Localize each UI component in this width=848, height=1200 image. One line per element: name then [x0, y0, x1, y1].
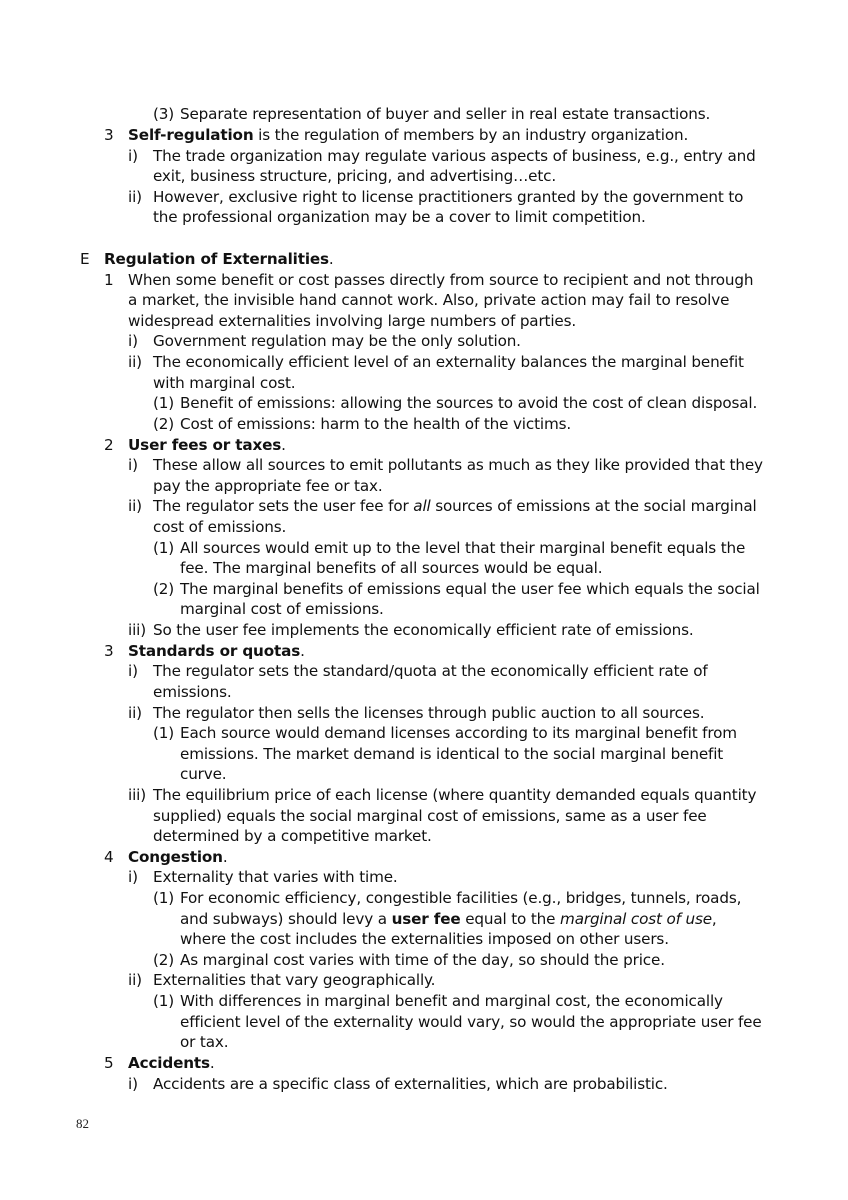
line-text: The economically efficient level of an externality balances the marginal benefit — [153, 353, 744, 371]
line-text: Accidents are a specific class of externalities, which are probabilistic. — [153, 1075, 668, 1093]
list-marker: (1) — [153, 394, 175, 412]
list-marker: 1 — [104, 271, 114, 289]
line-text: marginal cost of emissions. — [180, 600, 384, 618]
line-text: These allow all sources to emit pollutants as much as they like provided that they — [153, 456, 763, 474]
line-text: So the user fee implements the economically efficient rate of emissions. — [153, 621, 694, 639]
line-text: exit, business structure, pricing, and advertising…etc. — [153, 167, 556, 185]
emphasis-text: all — [413, 497, 431, 515]
list-marker: (1) — [153, 724, 175, 742]
line-text: Externalities that vary geographically. — [153, 971, 436, 989]
line-text: Each source would demand licenses according to its marginal benefit from — [180, 724, 737, 742]
line-text: sources of emissions at the social marginal — [430, 497, 757, 515]
list-marker: 3 — [104, 642, 114, 660]
emphasis-text: marginal cost of use — [560, 910, 712, 928]
list-marker: i) — [128, 662, 138, 680]
line-text: . — [328, 250, 334, 268]
list-marker: (3) — [153, 105, 175, 123]
line-text: a market, the invisible hand cannot work. Also, private action may fail to resolve — [128, 291, 730, 309]
list-marker: (2) — [153, 951, 175, 969]
line-text: The marginal benefits of emissions equal the user fee which equals the social — [180, 580, 760, 598]
list-marker: ii) — [128, 353, 142, 371]
line-text: . — [209, 1054, 215, 1072]
line-text: However, exclusive right to license practitioners granted by the government to — [153, 188, 744, 206]
list-marker: (1) — [153, 539, 175, 557]
line-text: . — [222, 848, 228, 866]
line-text: fee. The marginal benefits of all sources would be equal. — [180, 559, 603, 577]
list-marker: E — [80, 250, 90, 268]
line-text: where the cost includes the externalities imposed on other users. — [180, 930, 669, 948]
line-text: emissions. The market demand is identical to the social marginal benefit — [180, 745, 724, 763]
line-text: efficient level of the externality would vary, so would the appropriate user fee — [180, 1013, 762, 1031]
list-marker: ii) — [128, 188, 142, 206]
list-marker: i) — [128, 868, 138, 886]
line-text: The equilibrium price of each license (where quantity demanded equals quantity — [153, 786, 757, 804]
line-text: and subways) should levy a — [180, 910, 392, 928]
section-heading: Congestion — [128, 848, 223, 866]
line-text: the professional organization may be a cover to limit competition. — [153, 208, 646, 226]
page-number: 82 — [76, 1116, 89, 1131]
line-text: is the regulation of members by an industry organization. — [253, 126, 689, 144]
section-heading: Self-regulation — [128, 126, 254, 144]
line-text: The regulator sets the standard/quota at the economically efficient rate of — [153, 662, 708, 680]
line-text: Government regulation may be the only solution. — [153, 332, 521, 350]
line-text: The regulator then sells the licenses through public auction to all sources. — [153, 704, 705, 722]
line-text: Cost of emissions: harm to the health of the victims. — [180, 415, 572, 433]
list-marker: (2) — [153, 415, 175, 433]
list-marker: (1) — [153, 889, 175, 907]
line-text: Benefit of emissions: allowing the sources to avoid the cost of clean disposal. — [180, 394, 758, 412]
list-marker: ii) — [128, 971, 142, 989]
list-marker: (2) — [153, 580, 175, 598]
line-text: or tax. — [180, 1033, 229, 1051]
emphasis-text: user fee — [391, 910, 461, 928]
list-marker: 5 — [104, 1054, 114, 1072]
line-text: , — [711, 910, 717, 928]
list-marker: 2 — [104, 436, 114, 454]
list-marker: i) — [128, 1075, 138, 1093]
line-text: with marginal cost. — [153, 374, 296, 392]
section-heading: Regulation of Externalities — [104, 250, 329, 268]
line-text: widespread externalities involving large numbers of parties. — [128, 312, 577, 330]
line-text: The trade organization may regulate various aspects of business, e.g., entry and — [153, 147, 756, 165]
line-text: The regulator sets the user fee for — [153, 497, 414, 515]
list-marker: iii) — [128, 786, 146, 804]
line-text: equal to the — [460, 910, 561, 928]
line-text: All sources would emit up to the level that their marginal benefit equals the — [180, 539, 746, 557]
line-text: Separate representation of buyer and seller in real estate transactions. — [180, 105, 711, 123]
line-text: cost of emissions. — [153, 518, 287, 536]
section-heading: User fees or taxes — [128, 436, 282, 454]
list-marker: i) — [128, 147, 138, 165]
line-text: As marginal cost varies with time of the day, so should the price. — [180, 951, 665, 969]
line-text: curve. — [180, 765, 227, 783]
line-text: emissions. — [153, 683, 232, 701]
line-text: For economic efficiency, congestible facilities (e.g., bridges, tunnels, roads, — [180, 889, 742, 907]
list-marker: ii) — [128, 704, 142, 722]
list-marker: 3 — [104, 126, 114, 144]
list-marker: (1) — [153, 992, 175, 1010]
line-text: . — [300, 642, 305, 660]
line-text: pay the appropriate fee or tax. — [153, 477, 383, 495]
list-marker: 4 — [104, 848, 114, 866]
section-heading: Standards or quotas — [128, 642, 301, 660]
section-heading: Accidents — [128, 1054, 210, 1072]
line-text: determined by a competitive market. — [153, 827, 432, 845]
line-text: With differences in marginal benefit and marginal cost, the economically — [180, 992, 723, 1010]
list-marker: i) — [128, 332, 138, 350]
list-marker: iii) — [128, 621, 146, 639]
line-text: supplied) equals the social marginal cost of emissions, same as a user fee — [153, 807, 707, 825]
list-marker: i) — [128, 456, 138, 474]
line-text: When some benefit or cost passes directly from source to recipient and not through — [128, 271, 754, 289]
line-text: Externality that varies with time. — [153, 868, 398, 886]
list-marker: ii) — [128, 497, 142, 515]
line-text: . — [281, 436, 286, 454]
